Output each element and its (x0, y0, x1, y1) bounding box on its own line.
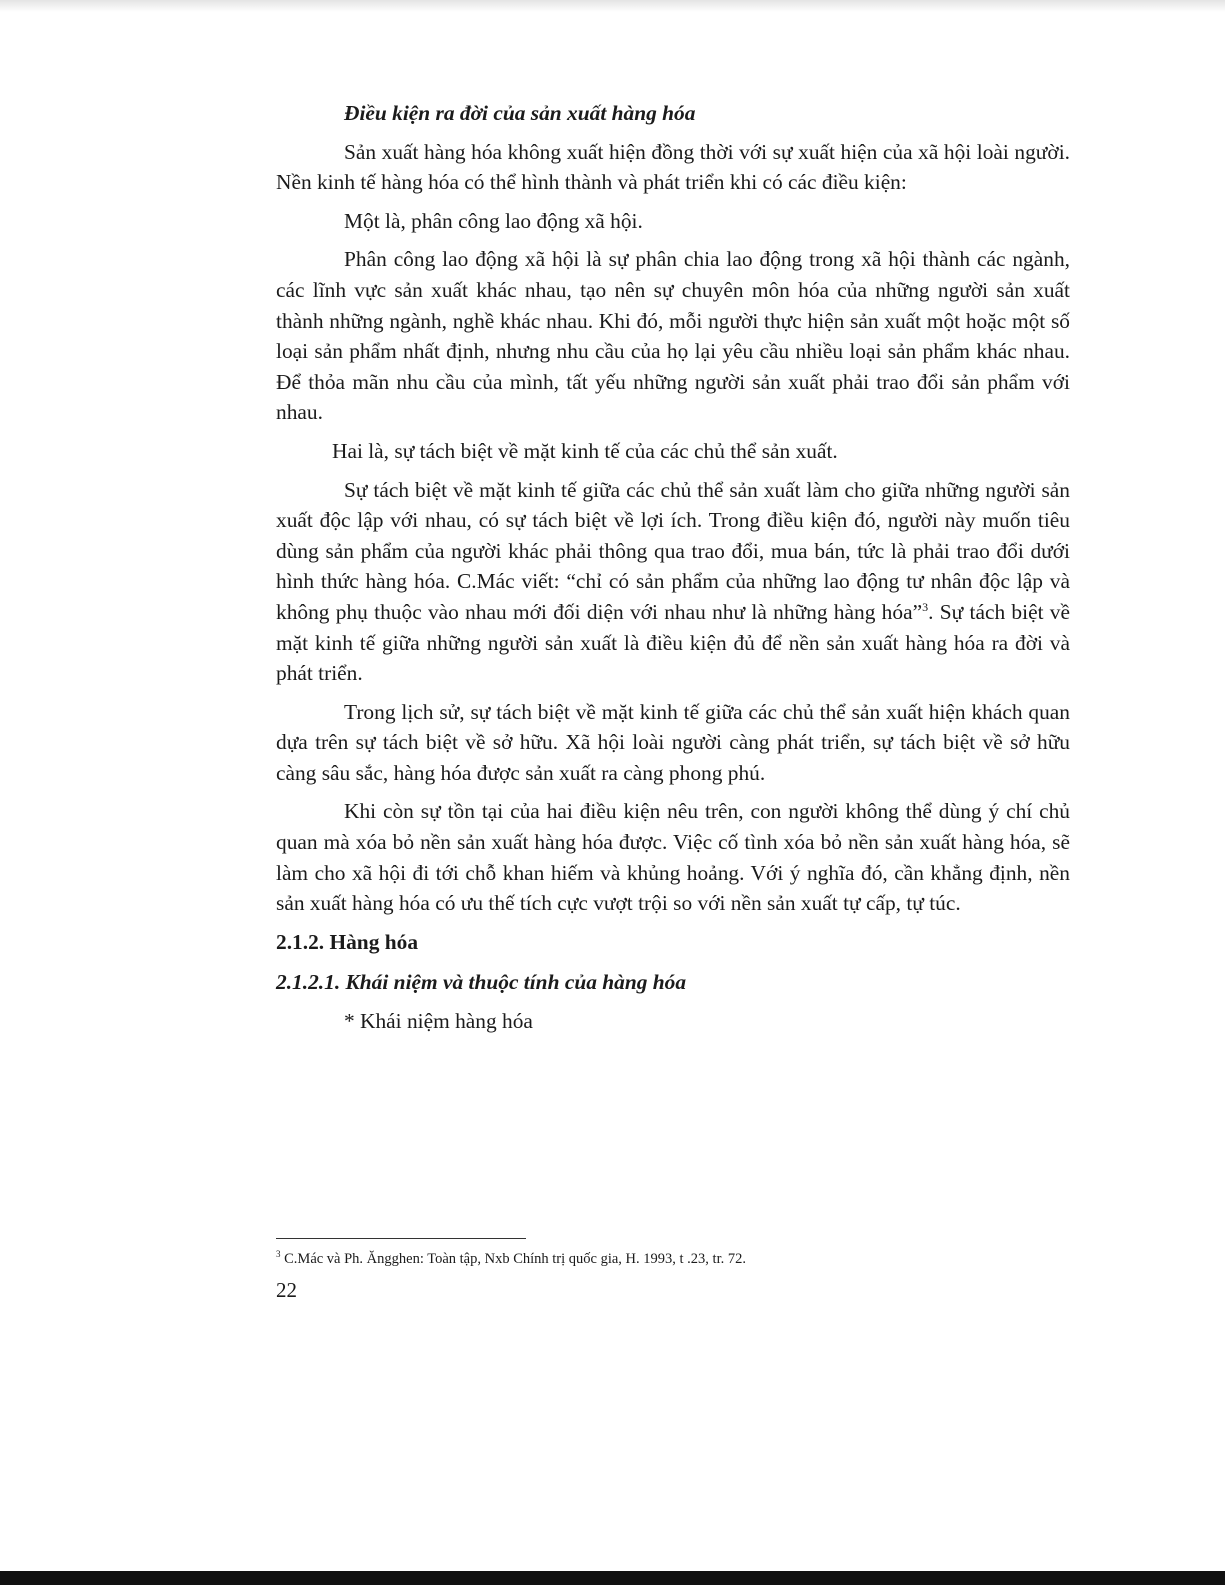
paragraph-intro: Sản xuất hàng hóa không xuất hiện đồng thời với sự xuất hiện của xã hội loài người. Nền kinh tế hàng hóa có thể hình thành và phát triển khi có các điều kiện: (276, 139, 1070, 195)
footnote-number: 3 (276, 1249, 281, 1260)
heading-conditions: Điều kiện ra đời của sản xuất hàng hóa (344, 101, 696, 125)
paragraph-history: Trong lịch sử, sự tách biệt về mặt kinh tế giữa các chủ thể sản xuất hiện khách quan dựa trên sự tách biệt về sở hữu. Xã hội loài người càng phát triển, sự tách biệt về sở hữu càng sâu sắc, hàng hóa được sản xuất ra càng phong phú. (276, 699, 1070, 785)
condition-one-label: Một là, phân công lao động xã hội. (344, 208, 643, 233)
scan-edge-top (0, 0, 1225, 12)
condition-two-label: Hai là, sự tách biệt về mặt kinh tế của các chủ thể sản xuất. (332, 438, 838, 463)
paragraph-economic-separation (276, 475, 1070, 689)
bullet-concept: * Khái niệm hàng hóa (344, 1009, 533, 1034)
paragraph-separation-text-end: . Sự tách biệt về mặt kinh tế giữa những người sản xuất là điều kiện đủ để nền sản xuất hàng hóa ra đời và phát triển. (276, 599, 1071, 686)
paragraph-conclusion: Khi còn sự tồn tại của hai điều kiện nêu trên, con người không thể dùng ý chí chủ quan mà xóa bỏ nền sản xuất hàng hóa được. Việc cố tình xóa bỏ nền sản xuất hàng hóa, sẽ làm cho xã hội đi tới chỗ khan hiếm và khủng hoảng. Với ý nghĩa đó, cần khẳng định, nền sản xuất hàng hóa có ưu thế tích cực vượt trội so với nền sản xuất tự cấp, tự túc. (276, 799, 1070, 916)
paragraph-separation-text: Sự tách biệt về mặt kinh tế giữa các chủ thể sản xuất làm cho giữa những người sản xuất độc lập với nhau, có sự tách biệt về lợi ích. Trong điều kiện đó, người này muốn tiêu dùng sản phẩm của người khác phải thông qua trao đổi, mua bán, tức là phải trao đổi dưới hình thức hàng hóa. C.Mác viết: “chỉ có sản phẩm của những lao động tư nhân độc lập và không phụ thuộc vào nhau mới đối diện với nhau như là những hàng hóa” (276, 477, 1070, 624)
subsection-heading: 2.1.2.1. Khái niệm và thuộc tính của hàng hóa (276, 970, 687, 995)
footnote-divider (276, 1238, 526, 1239)
page-number: 22 (276, 1278, 297, 1302)
scan-edge-bottom (0, 1571, 1225, 1585)
paragraph-division-of-labor: Phân công lao động xã hội là sự phân chia lao động trong xã hội thành các ngành, các lĩnh vực sản xuất khác nhau, tạo nên sự chuyên môn hóa của những người sản xuất thành những ngành, nghề khác nhau. Khi đó, mỗi người thực hiện sản xuất một hoặc một số loại sản phẩm nhất định, nhưng nhu cầu của họ lại yêu cầu nhiều loại sản phẩm khác nhau. Để thỏa mãn nhu cầu của mình, tất yếu những người sản xuất phải trao đổi sản phẩm với nhau. (276, 247, 1070, 425)
footnote (276, 1250, 1070, 1268)
footnote-text: C.Mác và Ph. Ăngghen: Toàn tập, Nxb Chính trị quốc gia, H. 1993, t .23, tr. 72. (280, 1251, 746, 1267)
section-heading: 2.1.2. Hàng hóa (276, 929, 419, 954)
page-body (276, 98, 1070, 1037)
footnote-reference: 3 (922, 599, 929, 614)
